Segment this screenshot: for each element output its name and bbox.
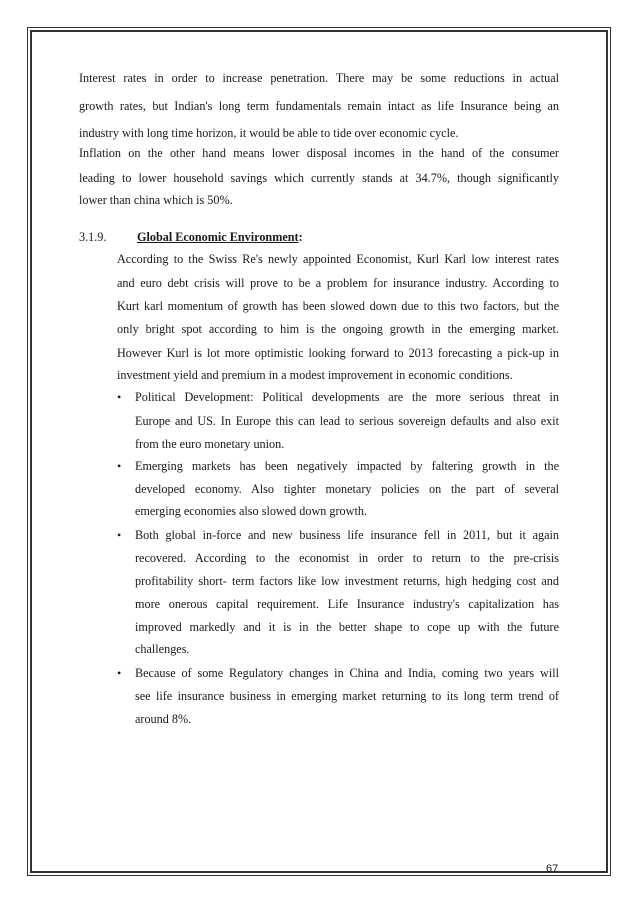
bullet-line: emerging economies also slowed down growth. bbox=[135, 504, 367, 518]
bullet-glyph: • bbox=[117, 528, 122, 542]
bullet-glyph: • bbox=[117, 390, 122, 404]
bullet-line: Political Development: Political developments are the more serious threat in bbox=[135, 390, 559, 404]
section-paragraph-line: only bright spot according to him is the ongoing growth in the emerging market. bbox=[117, 322, 559, 336]
bullet-line: challenges. bbox=[135, 642, 190, 656]
bullet-line: improved markedly and it is in the better shape to cope up with the future bbox=[135, 620, 559, 634]
intro-line: Interest rates in order to increase penetration. There may be some reductions in actual bbox=[79, 71, 559, 85]
bullet-line: recovered. According to the economist in order to return to the pre-crisis bbox=[135, 551, 559, 565]
bullet-line: Both global in-force and new business life insurance fell in 2011, but it again bbox=[135, 528, 559, 542]
section-paragraph-line: Kurt karl momentum of growth has been slowed down due to this two factors, but the bbox=[117, 299, 559, 313]
bullet-line: from the euro monetary union. bbox=[135, 437, 285, 451]
intro-line: leading to lower household savings which currently stands at 34.7%, though significantly bbox=[79, 171, 559, 185]
intro-line: industry with long time horizon, it would be able to tide over economic cycle. bbox=[79, 126, 459, 140]
section-paragraph-line: and euro debt crisis will prove to be a problem for insurance industry. According to bbox=[117, 276, 559, 290]
bullet-line: Europe and US. In Europe this can lead to serious sovereign defaults and also exit bbox=[135, 414, 559, 428]
section-paragraph-line: investment yield and premium in a modest improvement in economic conditions. bbox=[117, 368, 513, 382]
section-title-text: Global Economic Environment bbox=[137, 230, 299, 244]
section-paragraph-line: However Kurl is lot more optimistic looking forward to 2013 forecasting a pick-up in bbox=[117, 346, 559, 360]
section-paragraph-line: According to the Swiss Re's newly appointed Economist, Kurl Karl low interest rates bbox=[117, 252, 559, 266]
bullet-line: around 8%. bbox=[135, 712, 192, 726]
section-title bbox=[137, 229, 303, 245]
intro-line: lower than china which is 50%. bbox=[79, 193, 233, 207]
section-title-colon: : bbox=[298, 230, 303, 244]
bullet-line: Emerging markets has been negatively impacted by faltering growth in the bbox=[135, 459, 559, 473]
bullet-line: developed economy. Also tighter monetary policies on the part of several bbox=[135, 482, 559, 496]
bullet-glyph: • bbox=[117, 666, 122, 680]
intro-line: growth rates, but Indian's long term fundamentals remain intact as life Insurance being an bbox=[79, 99, 559, 113]
intro-line: Inflation on the other hand means lower disposal incomes in the hand of the consumer bbox=[79, 146, 559, 160]
bullet-line: see life insurance business in emerging market returning to its long term trend of bbox=[135, 689, 559, 703]
bullet-glyph: • bbox=[117, 459, 122, 473]
page-number: 67 bbox=[546, 863, 559, 875]
bullet-line: profitability short- term factors like low investment returns, high hedging cost and bbox=[135, 574, 559, 588]
bullet-line: more onerous capital requirement. Life Insurance industry's capitalization has bbox=[135, 597, 559, 611]
bullet-line: Because of some Regulatory changes in China and India, coming two years will bbox=[135, 666, 559, 680]
section-number: 3.1.9. bbox=[79, 230, 107, 244]
